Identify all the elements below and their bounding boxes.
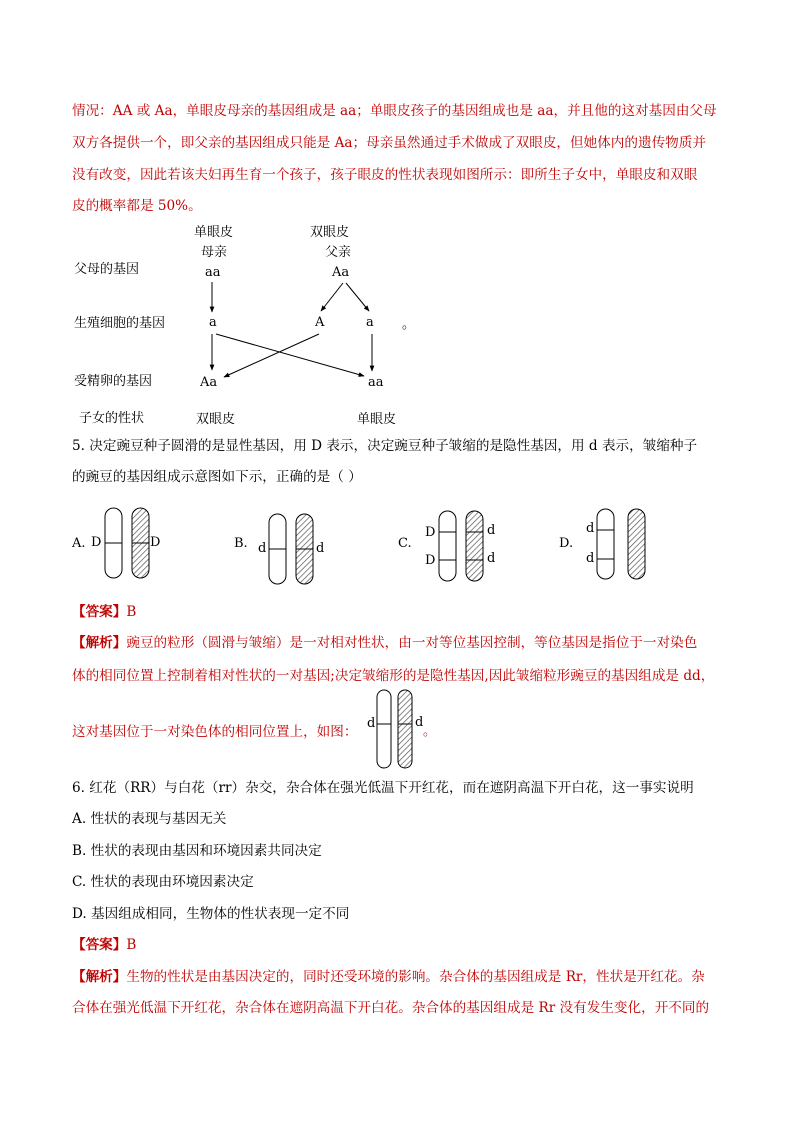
q6-answer-tag: 【答案】: [72, 937, 127, 953]
offspring-1: 双眼皮: [196, 412, 236, 427]
option-c-chromosome-right: [466, 511, 483, 581]
analysis-end-mark: 。: [423, 724, 437, 739]
diagram-end-mark: 。: [402, 317, 416, 332]
father-label: 父亲: [325, 245, 352, 260]
mother-genes: aa: [205, 265, 221, 280]
row-offspring-label: 子女的性状: [79, 411, 145, 426]
analysis-chromosome-left: [377, 690, 391, 768]
option-c-letter: C.: [398, 536, 412, 551]
father-trait: 双眼皮: [310, 225, 350, 240]
option-a-letter: A.: [72, 536, 86, 551]
q6-analysis-line-2: 合体在强光低温下开红花，杂合体在遮阴高温下开白花。杂合体的基因组成是 Rr 没有发生变化，开不同的: [72, 1000, 710, 1016]
father-genes: Aa: [332, 265, 350, 280]
row-gametes-label: 生殖细胞的基因: [74, 316, 166, 331]
zygote-2: aa: [368, 375, 384, 390]
q6-analysis-text-1: 生物的性状是由基因决定的，同时还受环境的影响。杂合体的基因组成是 Rr，性状是开红花。杂: [126, 969, 705, 985]
q5-analysis-line-1: [72, 633, 697, 653]
option-c-right-gene-2: d: [487, 551, 496, 566]
option-c-left-gene-2: D: [425, 553, 436, 568]
option-d-chromosome-right: [628, 509, 645, 579]
q6-answer-value: B: [126, 937, 137, 953]
q6-stem: 6. 红花（RR）与白花（rr）杂交，杂合体在强光低温下开红花，而在遮阴高温下开白花，这一事实说明: [72, 780, 694, 796]
analysis-gene-right: d: [415, 715, 424, 730]
q5-analysis-line-3: 这对基因位于一对染色体的相同位置上，如图：: [72, 724, 358, 740]
mother-trait: 单眼皮: [194, 225, 234, 240]
option-c-chromosome-left: [439, 511, 456, 581]
q5-stem-line-1: 5. 决定豌豆种子圆滑的是显性基因，用 D 表示，决定豌豆种子皱缩的是隐性基因，用 d 表示，皱缩种子: [72, 438, 698, 454]
q5-analysis-text-1: 豌豆的粒形（圆滑与皱缩）是一对相对性状，由一对等位基因控制，等位基因是指位于一对染色: [126, 635, 698, 651]
gamete-father-A: A: [315, 315, 325, 330]
option-b-right-gene: d: [316, 541, 325, 556]
q6-analysis-tag: 【解析】: [72, 969, 127, 985]
mother-label: 母亲: [201, 245, 228, 260]
option-d-left-gene-1: d: [586, 521, 595, 536]
row-zygote-label: 受精卵的基因: [74, 374, 153, 389]
option-a-right-gene: D: [150, 535, 161, 550]
q5-answer: [72, 602, 136, 622]
option-d-left-gene-2: d: [586, 551, 595, 566]
gamete-father-a: a: [366, 315, 374, 330]
option-d-letter: D.: [559, 536, 574, 551]
analysis-gene-left: d: [367, 716, 376, 731]
row-parents-label: 父母的基因: [74, 262, 140, 277]
q5-analysis-tag: 【解析】: [72, 635, 127, 651]
option-b-left-gene: d: [258, 541, 267, 556]
q6-option-c: C. 性状的表现由环境因素决定: [72, 874, 254, 890]
q6-option-a: A. 性状的表现与基因无关: [72, 811, 227, 827]
intro-line-4: 皮的概率都是 50%。: [72, 198, 202, 214]
q5-answer-value: B: [126, 604, 137, 620]
offspring-2: 单眼皮: [357, 412, 397, 427]
gamete-mother: a: [209, 315, 217, 330]
q5-stem-line-2: 的豌豆的基因组成示意图如下示，正确的是（ ）: [72, 469, 362, 485]
option-d-chromosome-left: [597, 509, 614, 579]
q6-answer: [72, 935, 136, 955]
analysis-chromosome-right: [398, 690, 412, 768]
q5-answer-tag: 【答案】: [72, 604, 127, 620]
q6-analysis-line-1: [72, 967, 705, 987]
q6-option-d: D. 基因组成相同，生物体的性状表现一定不同: [72, 906, 350, 922]
intro-line-1: 情况：AA 或 Aa，单眼皮母亲的基因组成是 aa；单眼皮孩子的基因组成也是 aa，并且他的这对基因由父母: [72, 103, 717, 119]
intro-line-2: 双方各提供一个，即父亲的基因组成只能是 Aa；母亲虽然通过手术做成了双眼皮，但她体内的遗传物质并: [72, 135, 706, 151]
option-b-letter: B.: [234, 536, 248, 551]
q5-analysis-line-2: 体的相同位置上控制着相对性状的一对基因;决定皱缩形的是隐性基因,因此皱缩粒形豌豆的基因组成是 dd，: [72, 668, 715, 684]
intro-line-3: 没有改变，因此若该夫妇再生育一个孩子，孩子眼皮的性状表现如图所示：即所生子女中，单眼皮和双眼: [72, 167, 698, 183]
q6-option-b: B. 性状的表现由基因和环境因素共同决定: [72, 843, 322, 859]
option-c-right-gene-1: d: [487, 523, 496, 538]
option-c-left-gene-1: D: [425, 525, 436, 540]
zygote-1: Aa: [200, 375, 218, 390]
option-a-left-gene: D: [91, 535, 102, 550]
